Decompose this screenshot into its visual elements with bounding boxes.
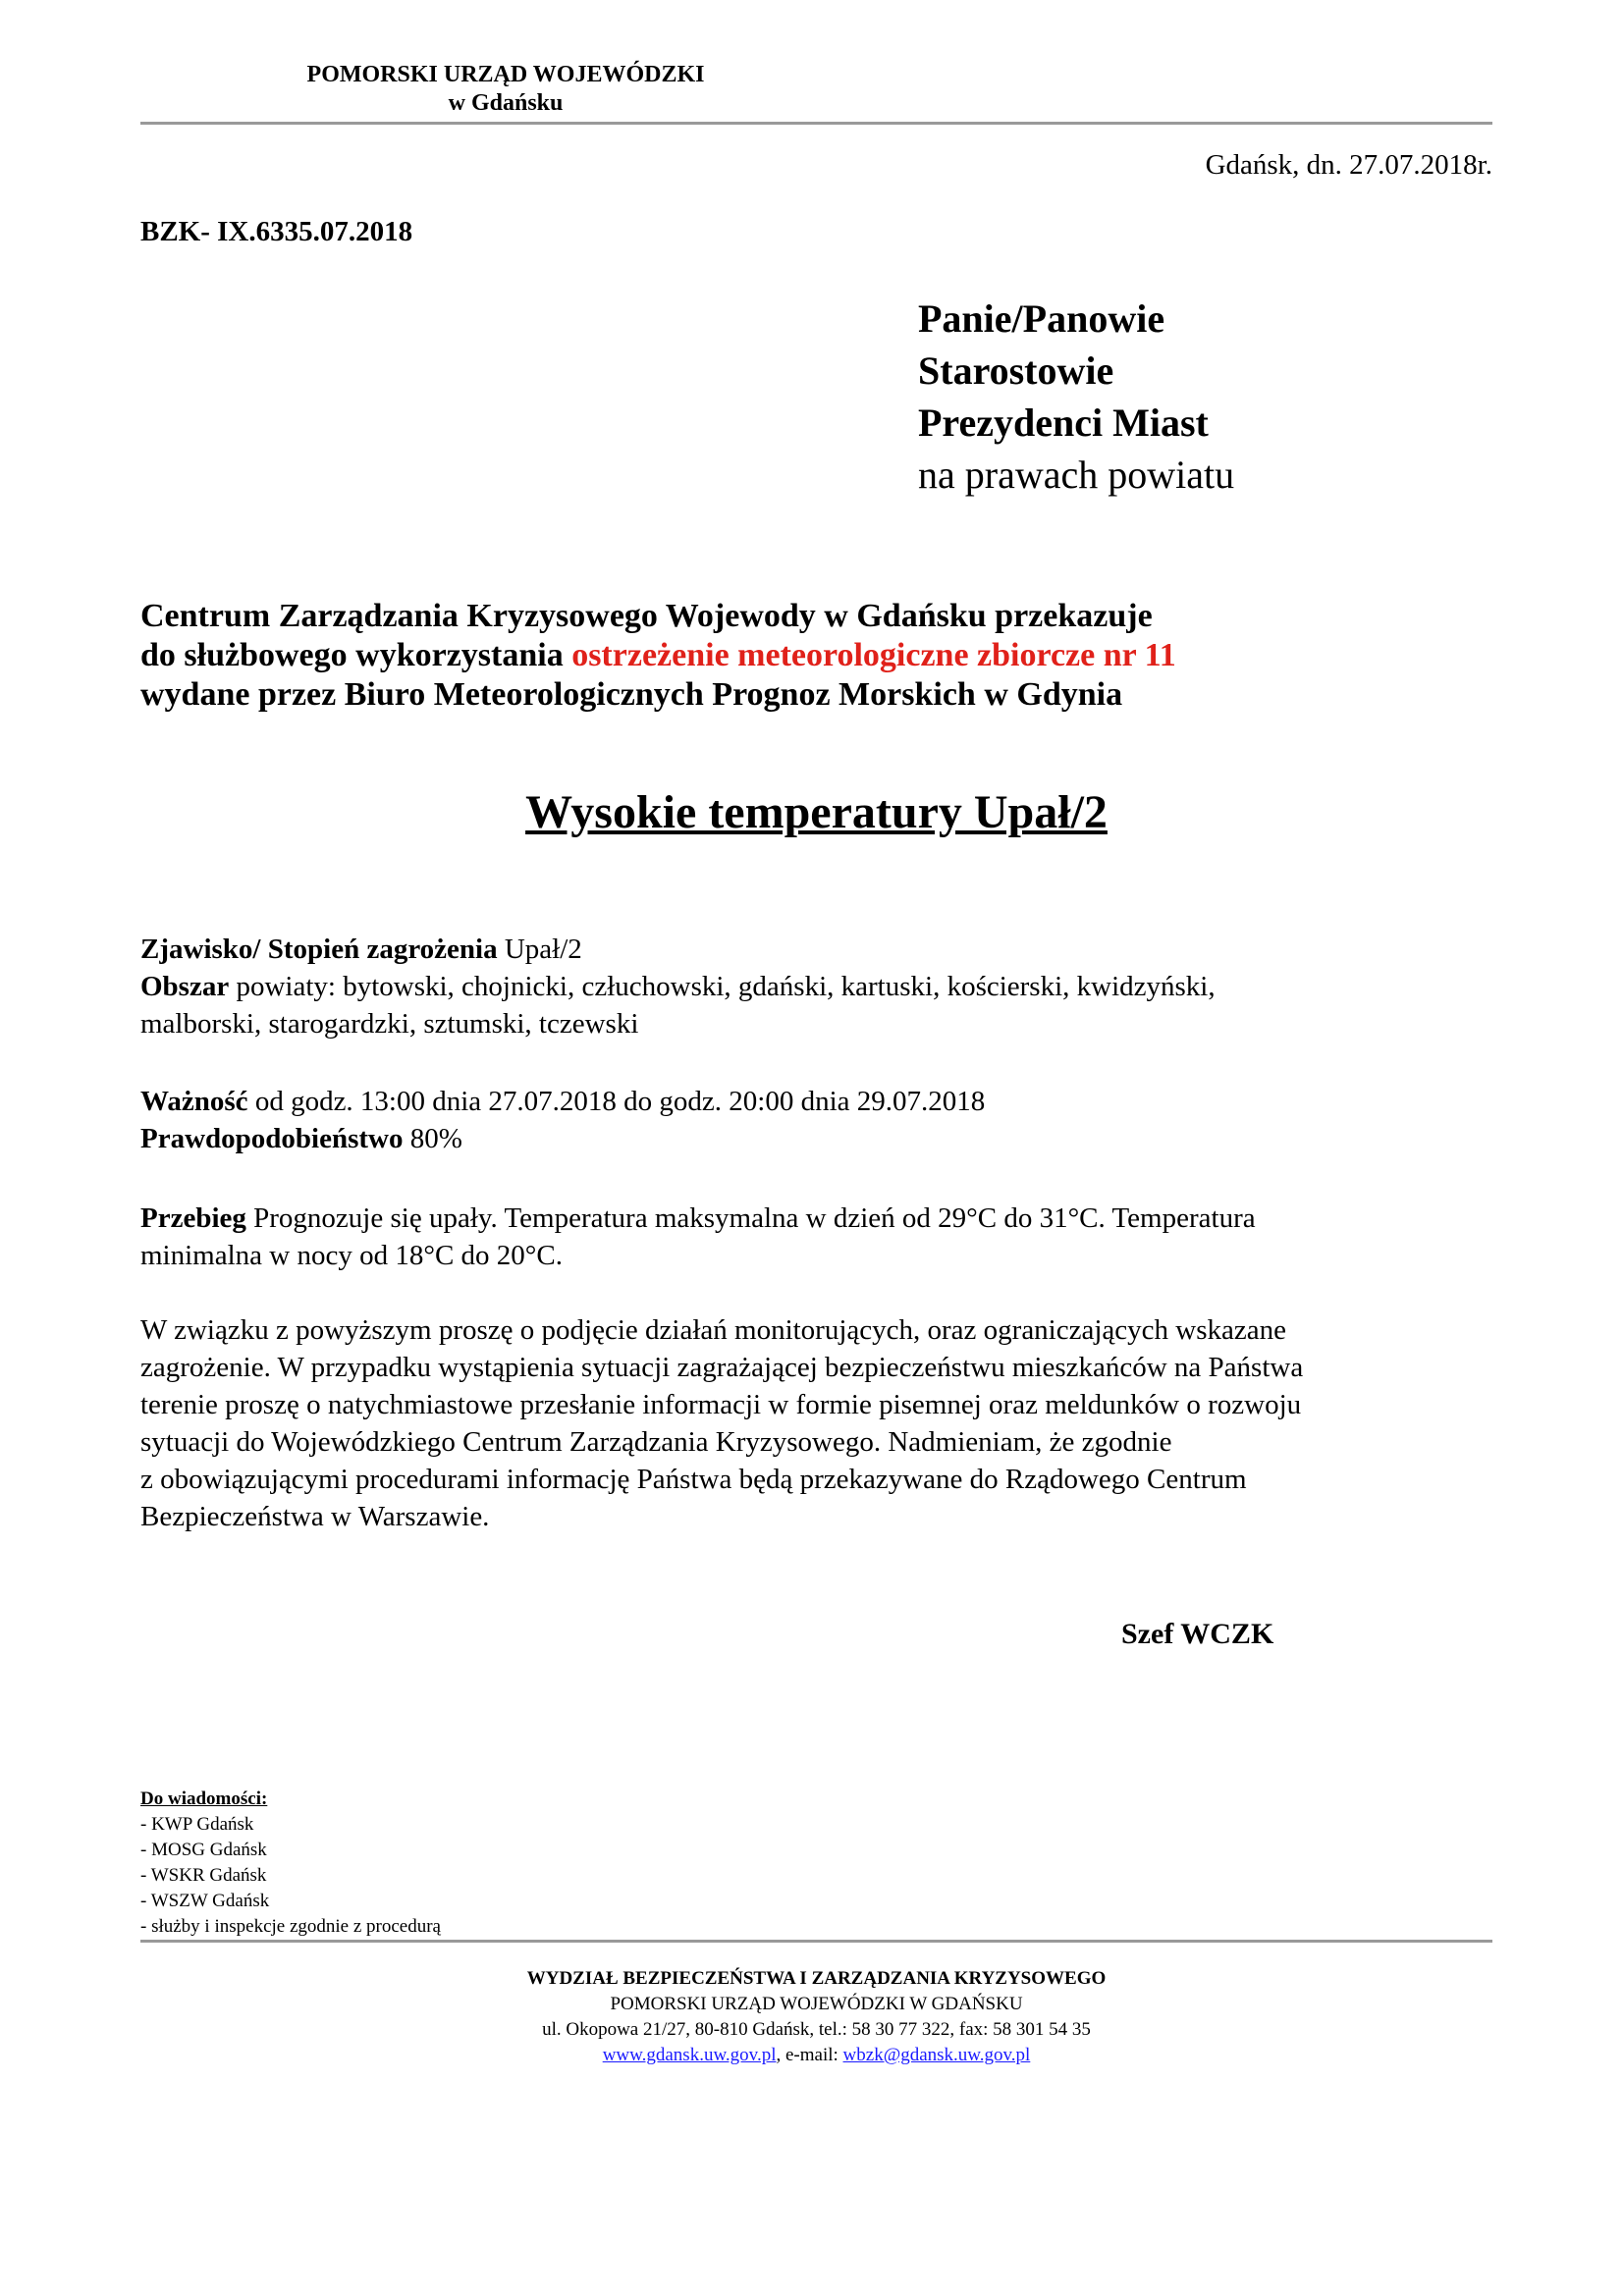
validity-block (140, 1083, 1505, 1157)
email-link[interactable]: wbzk@gdansk.uw.gov.pl (842, 2045, 1031, 2065)
footer-office: POMORSKI URZĄD WOJEWÓDZKI W GDAŃSKU (610, 1994, 1023, 2014)
office-city: w Gdańsku (448, 90, 564, 116)
intro-line: Centrum Zarządzania Kryzysowego Wojewody w Gdańsku przekazuje (140, 598, 1153, 634)
area-line (140, 968, 1505, 1005)
intro-line: wydane przez Biuro Meteorologicznych Prognoz Morskich w Gdynia (140, 676, 1123, 713)
area-line-continued: malborski, starogardzki, sztumski, tczewski (140, 1008, 639, 1040)
addressee-line: Prezydenci Miast (918, 400, 1209, 445)
cc-item: - KWP Gdańsk (140, 1814, 254, 1835)
course-line-continued: minimalna w nocy od 18°C do 20°C. (140, 1240, 563, 1271)
course-block (140, 1200, 1505, 1274)
phenomenon-block (140, 931, 1505, 1042)
email-label: , e-mail: (776, 2045, 843, 2065)
intro-line (140, 636, 1176, 675)
addressee-line: Panie/Panowie (918, 296, 1165, 341)
office-name: POMORSKI URZĄD WOJEWÓDZKI (306, 62, 705, 87)
course-label: Przebieg (140, 1202, 246, 1234)
validity-line (140, 1083, 1505, 1120)
validity-label: Ważność (140, 1086, 248, 1117)
cc-item: - służby i inspekcje zgodnie z procedurą (140, 1916, 441, 1937)
footer-address: ul. Okopowa 21/27, 80-810 Gdańsk, tel.: 58 30 77 322, fax: 58 301 54 35 (542, 2019, 1091, 2040)
footer-contact (140, 2043, 1492, 2068)
addressee-line: Starostowie (918, 348, 1114, 393)
body-line: terenie proszę o natychmiastowe przesłanie informacji w formie pisemnej oraz meldunków o rozwoju (140, 1389, 1302, 1420)
cc-list (140, 1787, 441, 1940)
area-label: Obszar (140, 971, 230, 1002)
header-divider (140, 122, 1492, 125)
phenomenon-value: Upał/2 (497, 934, 582, 965)
body-line: z obowiązującymi procedurami informację Państwa będą przekazywane do Rządowego Centrum (140, 1464, 1247, 1495)
phenomenon-label: Zjawisko/ Stopień zagrożenia (140, 934, 498, 965)
cc-item: - WSKR Gdańsk (140, 1865, 267, 1886)
probability-value: 80% (403, 1123, 462, 1154)
footer-divider (140, 1940, 1492, 1943)
body-line: W związku z powyższym proszę o podjęcie działań monitorujących, oraz ograniczających wskazane (140, 1314, 1286, 1346)
area-value: powiaty: bytowski, chojnicki, człuchowski, gdański, kartuski, kościerski, kwidzyński, (229, 971, 1216, 1002)
cc-heading: Do wiadomości: (140, 1789, 268, 1809)
validity-value: od godz. 13:00 dnia 27.07.2018 do godz. 20:00 dnia 29.07.2018 (247, 1086, 986, 1117)
warning-title: Wysokie temperatury Upał/2 (525, 786, 1108, 838)
footer (140, 1966, 1492, 2068)
cc-item: - WSZW Gdańsk (140, 1891, 270, 1911)
addressee-block (918, 293, 1234, 501)
probability-label: Prawdopodobieństwo (140, 1123, 404, 1154)
reference-number: BZK- IX.6335.07.2018 (140, 216, 413, 247)
body-paragraph (140, 1311, 1505, 1535)
intro-paragraph (140, 597, 1176, 715)
signature: Szef WCZK (1121, 1618, 1274, 1650)
course-line (140, 1200, 1505, 1237)
body-line: sytuacji do Wojewódzkiego Centrum Zarządzania Kryzysowego. Nadmieniam, że zgodnie (140, 1426, 1172, 1458)
course-value: Prognozuje się upały. Temperatura maksymalna w dzień od 29°C do 31°C. Temperatura (245, 1202, 1256, 1234)
document-date: Gdańsk, dn. 27.07.2018r. (1205, 149, 1492, 181)
addressee-line: na prawach powiatu (918, 453, 1235, 497)
letterhead (265, 61, 746, 118)
footer-department: WYDZIAŁ BEZPIECZEŃSTWA I ZARZĄDZANIA KRYZYSOWEGO (526, 1968, 1107, 1989)
phenomenon-line (140, 931, 1505, 968)
body-line: Bezpieczeństwa w Warszawie. (140, 1501, 490, 1532)
probability-line (140, 1120, 1505, 1157)
cc-item: - MOSG Gdańsk (140, 1840, 267, 1860)
warning-highlight: ostrzeżenie meteorologiczne zbiorcze nr 11 (571, 637, 1176, 673)
intro-text: do służbowego wykorzystania (140, 637, 572, 673)
body-line: zagrożenie. W przypadku wystąpienia sytuacji zagrażającej bezpieczeństwu mieszkańców na Państwa (140, 1352, 1304, 1383)
website-link[interactable]: www.gdansk.uw.gov.pl (602, 2045, 777, 2065)
